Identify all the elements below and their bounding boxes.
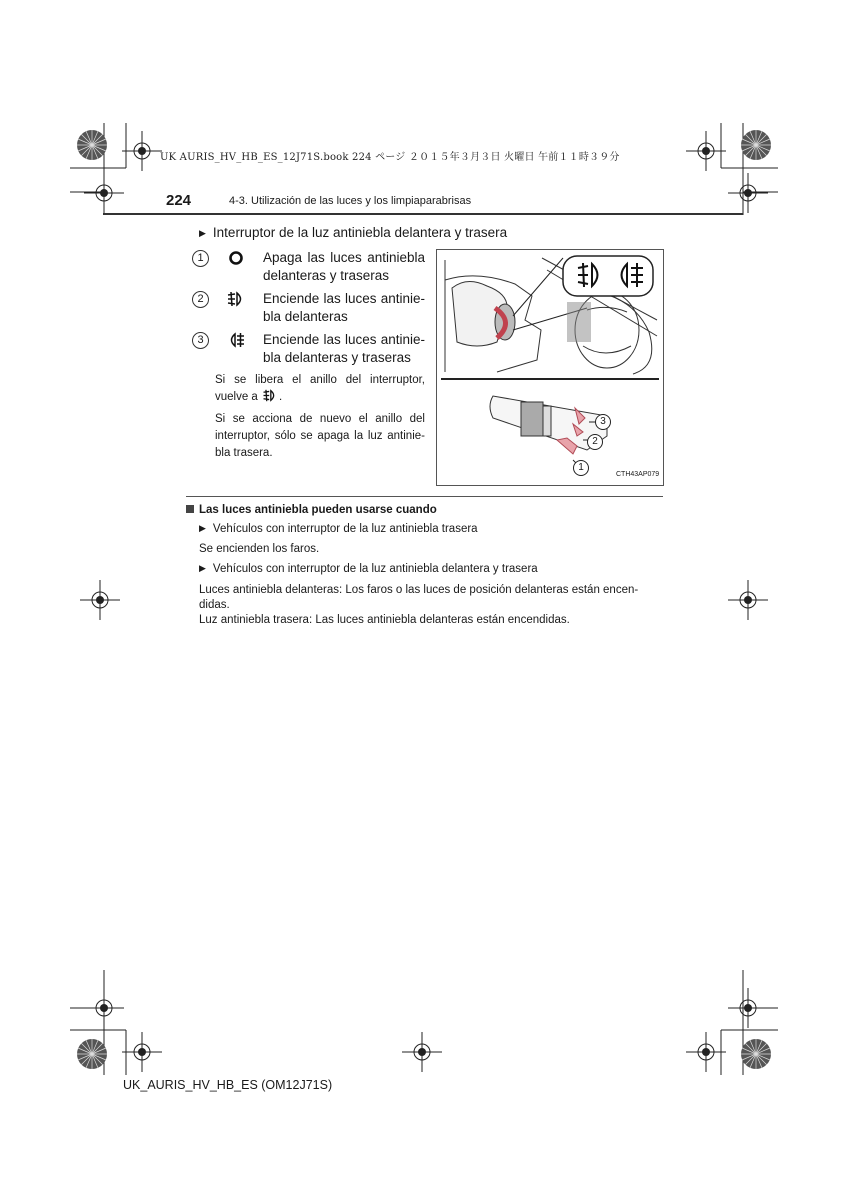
option-text: Apaga las luces antiniebla delanteras y traseras — [263, 250, 425, 283]
registration-target-icon — [686, 1032, 726, 1072]
square-bullet-icon — [186, 505, 194, 513]
registration-target-icon — [84, 988, 124, 1028]
option-item-front-fog — [192, 290, 432, 328]
registration-target-icon — [122, 131, 162, 171]
off-ring-icon — [225, 250, 247, 266]
option-text: Enciende las luces antiniebla delanteras — [263, 291, 425, 324]
note-release-ring — [215, 372, 425, 406]
book-file-info: UK AURIS_HV_HB_ES_12J71S.book 224 ページ ２０１５年３月３日 火曜日 午前１１時３９分 — [160, 152, 620, 163]
triangle-bullet-icon: ▶ — [199, 523, 206, 533]
fog-switch-drawing — [437, 250, 663, 485]
starburst-mark-icon — [740, 129, 772, 161]
registration-target-icon — [122, 1032, 162, 1072]
option-item-off — [192, 249, 432, 287]
triangle-bullet-icon: ▶ — [199, 228, 206, 238]
registration-target-icon — [402, 1032, 442, 1072]
front-fog-icon — [225, 291, 247, 307]
registration-target-icon — [728, 173, 768, 213]
registration-target-icon — [80, 580, 120, 620]
callout-3: 3 — [595, 414, 611, 430]
note-text: Si se libera el anillo del interruptor, vuelve a — [215, 374, 425, 403]
switch-illustration — [436, 249, 664, 486]
condition-label-rear — [199, 522, 664, 537]
option-number: 2 — [192, 291, 209, 308]
registration-target-icon — [84, 173, 124, 213]
condition-text: Luces antiniebla delanteras: Los faros o las luces de posición delanteras están encen- — [199, 584, 639, 596]
starburst-mark-icon — [76, 129, 108, 161]
page-number: 224 — [166, 192, 192, 209]
starburst-mark-icon — [740, 1038, 772, 1070]
callout-1: 1 — [573, 460, 589, 476]
condition-text: Luz antiniebla trasera: Las luces antiniebla delanteras están encendidas. — [199, 614, 570, 626]
front-fog-icon — [261, 389, 279, 402]
conditions-heading-text: Las luces antiniebla pueden usarse cuando — [199, 504, 437, 516]
condition-text: didas. — [199, 599, 230, 611]
registration-target-icon — [686, 131, 726, 171]
condition-label-text: Vehículos con interruptor de la luz antiniebla trasera — [212, 523, 478, 535]
option-text: Enciende las luces antiniebla delanteras y traseras — [263, 332, 425, 365]
registration-target-icon — [728, 580, 768, 620]
header-rule — [103, 213, 743, 215]
callout-2: 2 — [587, 434, 603, 450]
figure-code: CTH43AP079 — [616, 471, 660, 478]
note-text-suffix: . — [279, 391, 283, 403]
rear-fog-icon — [225, 332, 247, 348]
conditions-heading — [186, 504, 437, 516]
document-code: UK_AURIS_HV_HB_ES (OM12J71S) — [123, 1078, 333, 1092]
triangle-bullet-icon: ▶ — [199, 563, 206, 573]
section-title: 4-3. Utilización de las luces y los limpiaparabrisas — [229, 195, 472, 207]
condition-label-text: Vehículos con interruptor de la luz antiniebla delantera y trasera — [212, 563, 538, 575]
subheading-text: Interruptor de la luz antiniebla delantera y trasera — [212, 225, 508, 240]
note-operate-again: Si se acciona de nuevo el anillo del interruptor, sólo se apaga la luz antiniebla trasera. — [215, 413, 425, 459]
condition-label-front-rear — [199, 562, 664, 577]
option-item-rear-fog — [192, 331, 432, 369]
registration-target-icon — [728, 988, 768, 1028]
starburst-mark-icon — [76, 1038, 108, 1070]
condition-text: Se encienden los faros. — [199, 543, 320, 555]
section-rule — [186, 496, 663, 497]
option-number: 1 — [192, 250, 209, 267]
subheading — [199, 225, 507, 240]
option-number: 3 — [192, 332, 209, 349]
